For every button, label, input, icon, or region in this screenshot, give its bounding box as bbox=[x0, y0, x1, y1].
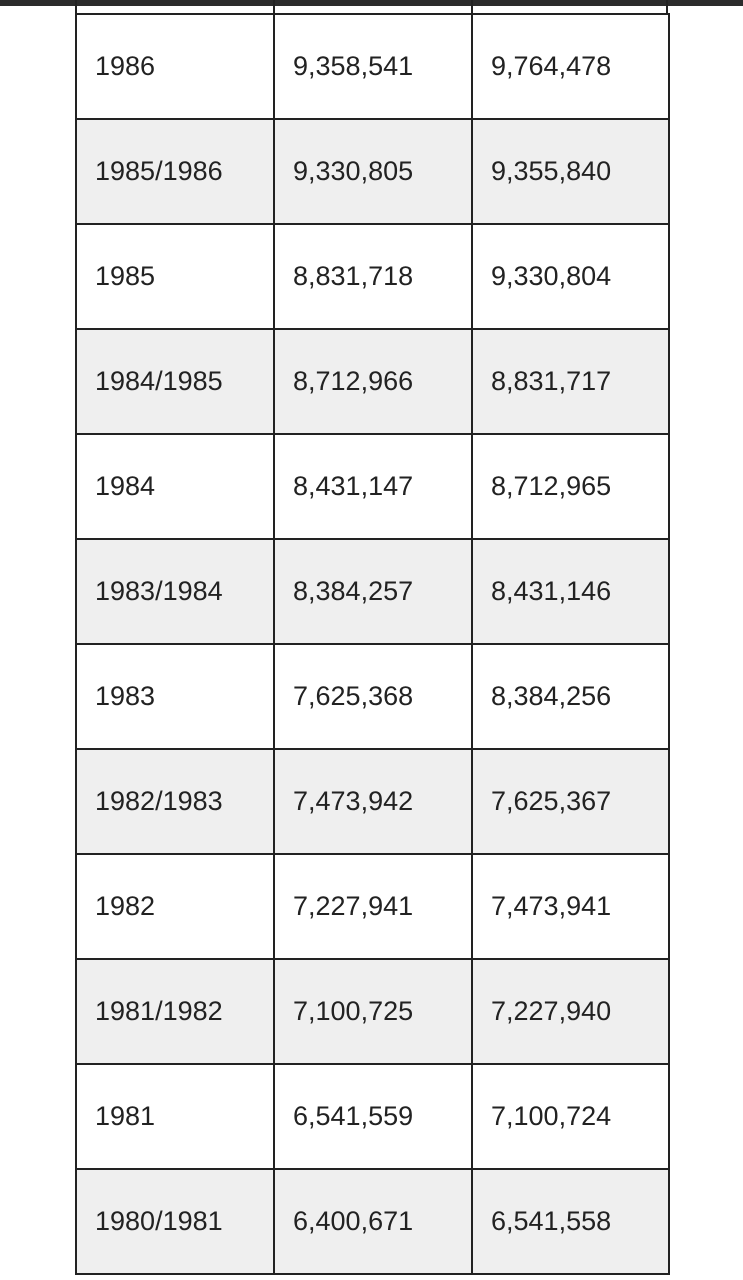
start-number-cell: 7,227,941 bbox=[274, 854, 472, 959]
start-number-cell: 8,431,147 bbox=[274, 434, 472, 539]
start-number-cell: 7,100,725 bbox=[274, 959, 472, 1064]
table-row bbox=[76, 119, 669, 224]
table-row bbox=[76, 539, 669, 644]
table-row bbox=[76, 749, 669, 854]
end-number-cell: 6,541,558 bbox=[472, 1169, 669, 1274]
period-cell: 1983/1984 bbox=[76, 539, 274, 644]
start-number-cell: 6,541,559 bbox=[274, 1064, 472, 1169]
table-row bbox=[76, 959, 669, 1064]
start-number-cell: 8,384,257 bbox=[274, 539, 472, 644]
table-row bbox=[76, 644, 669, 749]
table-body bbox=[76, 14, 669, 1274]
period-cell: 1983 bbox=[76, 644, 274, 749]
table-row bbox=[76, 434, 669, 539]
end-number-cell: 8,712,965 bbox=[472, 434, 669, 539]
table-row bbox=[76, 854, 669, 959]
period-cell: 1981 bbox=[76, 1064, 274, 1169]
start-number-cell: 8,712,966 bbox=[274, 329, 472, 434]
end-number-cell: 9,355,840 bbox=[472, 119, 669, 224]
end-number-cell: 7,227,940 bbox=[472, 959, 669, 1064]
start-number-cell: 9,358,541 bbox=[274, 14, 472, 119]
start-number-cell: 8,831,718 bbox=[274, 224, 472, 329]
end-number-cell: 7,625,367 bbox=[472, 749, 669, 854]
period-cell: 1986 bbox=[76, 14, 274, 119]
table-row bbox=[76, 1064, 669, 1169]
table-row bbox=[76, 14, 669, 119]
period-cell: 1985/1986 bbox=[76, 119, 274, 224]
period-cell: 1982 bbox=[76, 854, 274, 959]
end-number-cell: 9,764,478 bbox=[472, 14, 669, 119]
start-number-cell: 7,625,368 bbox=[274, 644, 472, 749]
end-number-cell: 8,831,717 bbox=[472, 329, 669, 434]
table-row bbox=[76, 224, 669, 329]
table-header-stub bbox=[75, 0, 668, 13]
period-cell: 1984 bbox=[76, 434, 274, 539]
start-number-cell: 6,400,671 bbox=[274, 1169, 472, 1274]
start-number-cell: 7,473,942 bbox=[274, 749, 472, 854]
period-cell: 1984/1985 bbox=[76, 329, 274, 434]
end-number-cell: 8,431,146 bbox=[472, 539, 669, 644]
end-number-cell: 9,330,804 bbox=[472, 224, 669, 329]
period-cell: 1982/1983 bbox=[76, 749, 274, 854]
end-number-cell: 7,100,724 bbox=[472, 1064, 669, 1169]
period-cell: 1985 bbox=[76, 224, 274, 329]
period-cell: 1981/1982 bbox=[76, 959, 274, 1064]
column-divider bbox=[471, 0, 473, 13]
table-row bbox=[76, 1169, 669, 1274]
end-number-cell: 8,384,256 bbox=[472, 644, 669, 749]
data-table-container bbox=[75, 13, 668, 1275]
data-table bbox=[75, 13, 670, 1275]
start-number-cell: 9,330,805 bbox=[274, 119, 472, 224]
column-divider bbox=[273, 0, 275, 13]
end-number-cell: 7,473,941 bbox=[472, 854, 669, 959]
period-cell: 1980/1981 bbox=[76, 1169, 274, 1274]
table-row bbox=[76, 329, 669, 434]
